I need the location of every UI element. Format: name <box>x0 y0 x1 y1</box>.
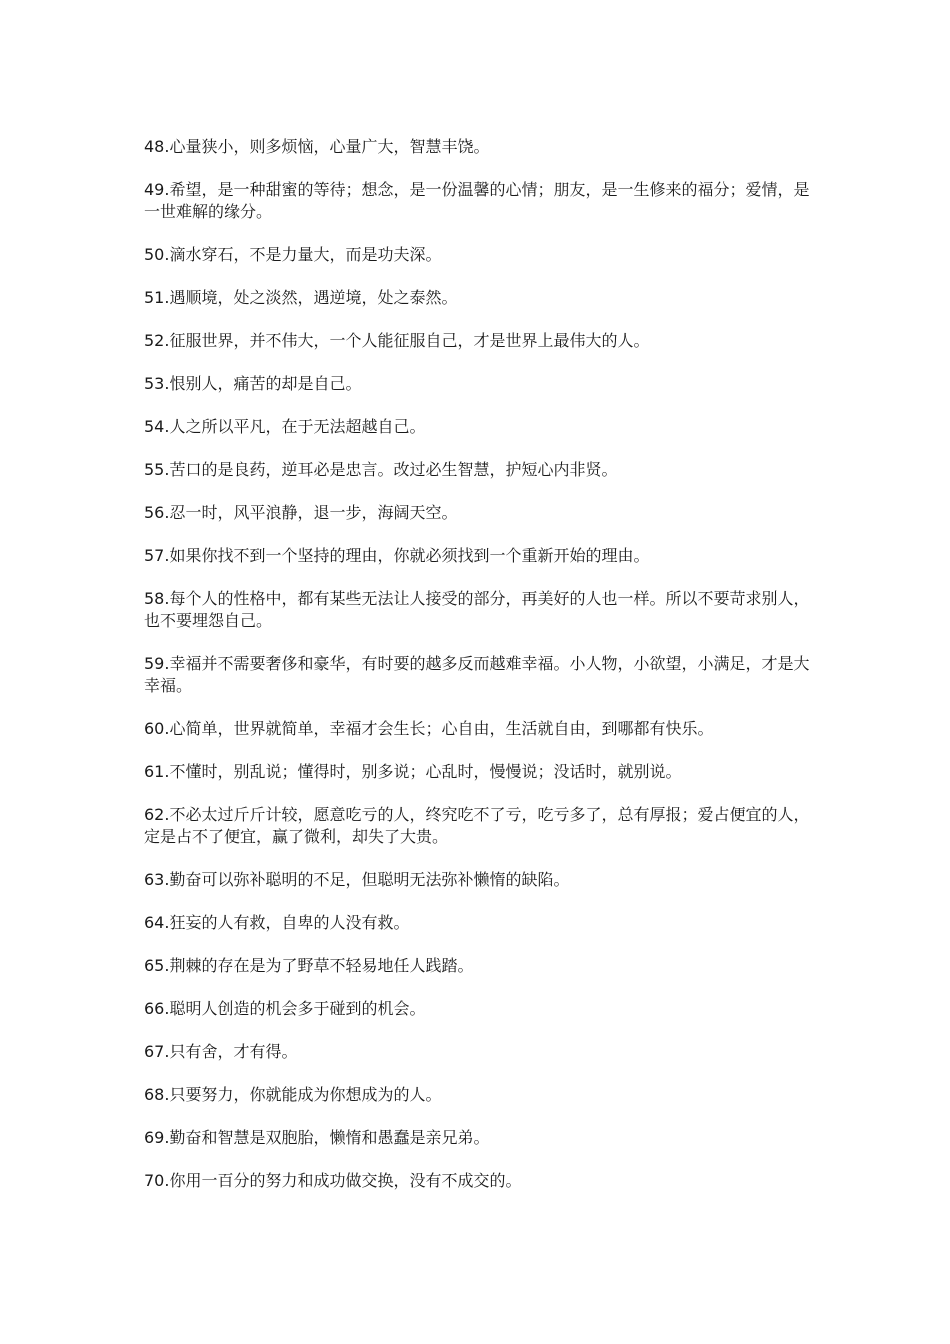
quote-item: 65.荆棘的存在是为了野草不轻易地任人践踏。 <box>144 956 474 975</box>
quote-item: 50.滴水穿石，不是力量大，而是功夫深。 <box>144 245 442 264</box>
quote-item: 63.勤奋可以弥补聪明的不足，但聪明无法弥补懒惰的缺陷。 <box>144 870 570 889</box>
quote-item: 61.不懂时，别乱说；懂得时，别多说；心乱时，慢慢说；没话时，就别说。 <box>144 762 682 781</box>
quote-item: 58.每个人的性格中，都有某些无法让人接受的部分，再美好的人也一样。所以不要苛求别人，也不要埋怨自己。 <box>144 589 810 630</box>
quote-item: 56.忍一时，风平浪静，退一步，海阔天空。 <box>144 503 458 522</box>
quote-item: 53.恨别人，痛苦的却是自己。 <box>144 374 362 393</box>
quote-item: 62.不必太过斤斤计较，愿意吃亏的人，终究吃不了亏，吃亏多了，总有厚报；爱占便宜的人，定是占不了便宜，赢了微利，却失了大贵。 <box>144 805 810 846</box>
quote-item: 51.遇顺境，处之淡然，遇逆境，处之泰然。 <box>144 288 458 307</box>
quote-item: 49.希望，是一种甜蜜的等待；想念，是一份温馨的心情；朋友，是一生修来的福分；爱情，是一世难解的缘分。 <box>144 180 810 221</box>
quote-item: 67.只有舍，才有得。 <box>144 1042 298 1061</box>
quote-item: 68.只要努力，你就能成为你想成为的人。 <box>144 1085 442 1104</box>
quote-item: 64.狂妄的人有救，自卑的人没有救。 <box>144 913 410 932</box>
quote-item: 57.如果你找不到一个坚持的理由，你就必须找到一个重新开始的理由。 <box>144 546 650 565</box>
quote-item: 59.幸福并不需要奢侈和豪华，有时要的越多反而越难幸福。小人物，小欲望，小满足，才是大幸福。 <box>144 654 810 695</box>
quote-item: 48.心量狭小，则多烦恼，心量广大，智慧丰饶。 <box>144 137 490 156</box>
quote-item: 55.苦口的是良药，逆耳必是忠言。改过必生智慧，护短心内非贤。 <box>144 460 618 479</box>
quote-item: 52.征服世界，并不伟大，一个人能征服自己，才是世界上最伟大的人。 <box>144 331 650 350</box>
quote-item: 54.人之所以平凡，在于无法超越自己。 <box>144 417 426 436</box>
quote-item: 70.你用一百分的努力和成功做交换，没有不成交的。 <box>144 1171 522 1190</box>
quote-item: 69.勤奋和智慧是双胞胎，懒惰和愚蠢是亲兄弟。 <box>144 1128 490 1147</box>
quote-item: 60.心简单，世界就简单，幸福才会生长；心自由，生活就自由，到哪都有快乐。 <box>144 719 714 738</box>
quote-item: 66.聪明人创造的机会多于碰到的机会。 <box>144 999 426 1018</box>
quote-list <box>144 136 820 1213</box>
